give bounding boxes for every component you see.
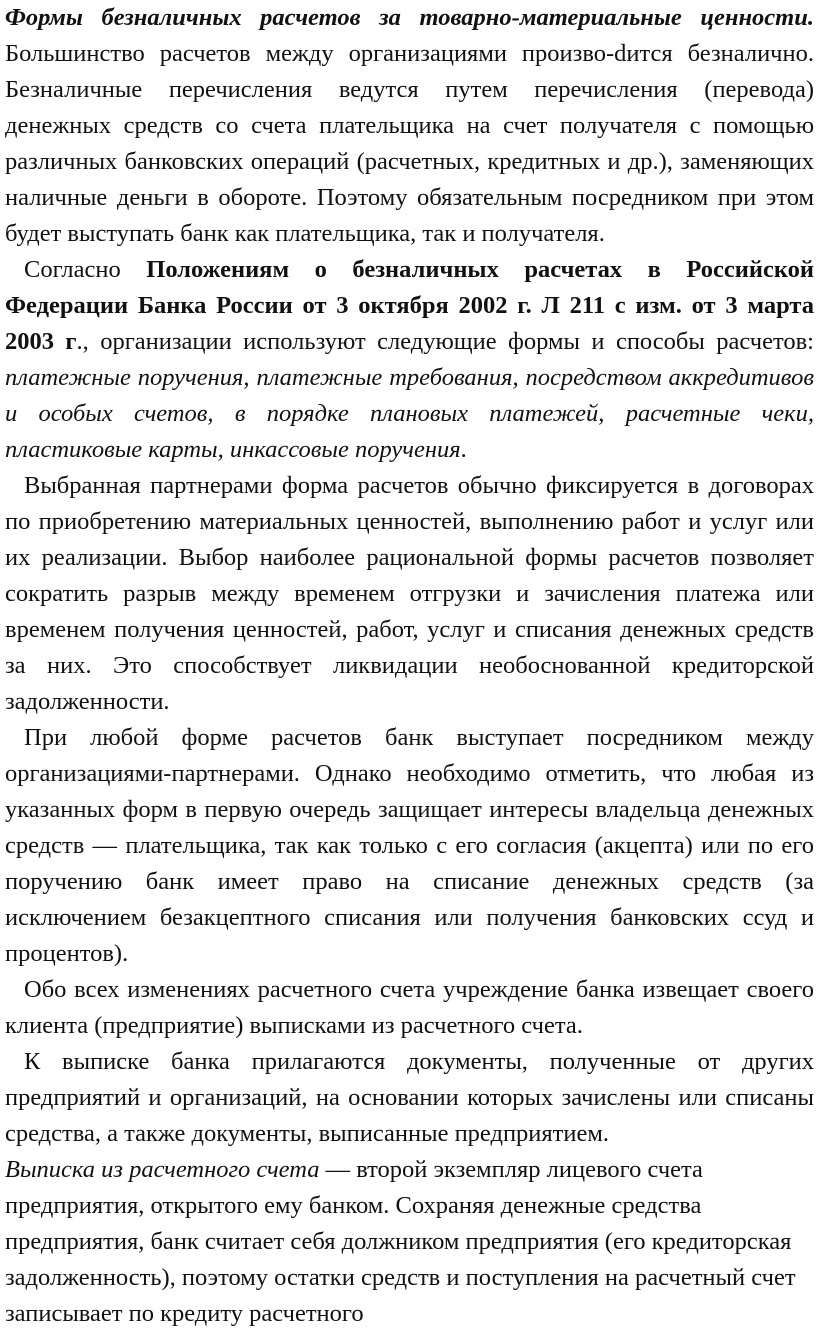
paragraph-text: При любой форме расчетов банк выступает посредником между организациями-партнерами. Однако необходимо отметить, что любая из указанных форм в первую очередь защищает интересы владельца денежных средств — плательщика, так как только с его согласия (акцепта) или по его поручению банк имеет право на списание денежных средств (за исключением безакцептного списания или получения банковских ссуд и процентов). [5,724,814,967]
paragraph-forms-of-payment [5,0,814,252]
section-heading: Формы безналичных расчетов за товарно-материальные ценности. [5,4,814,31]
paragraph-text: — второй экземпляр лицевого счета предприятия, открытого ему банком. Сохраняя денежные средства предприятия, банк считает себя должником предприятия (его кредиторская задолженность), поэтому остатки средств и поступления на расчетный счет записывает по кредиту расчетного [5,1156,796,1327]
paragraph-text: Большинство расчетов между организациями произво-dится безналично. Безналичные перечисления ведутся путем перечисления (перевода) денежных средств со счета плательщика на счет получателя с помощью различных банковских операций (расчетных, кредитных и др.), заменяющих наличные деньги в обороте. Поэтому обязательным посредником при этом будет выступать банк как плательщика, так и получателя. [5,40,814,247]
term-account-statement: Выписка из расчетного счета [5,1156,320,1183]
payment-forms-list: платежные поручения, платежные требования, посредством аккредитивов и особых счетов, в порядке плановых платежей, расчетные чеки, пластиковые карты, инкассовые поручения [5,364,814,463]
paragraph-bank-intermediary [5,720,814,972]
paragraph-statement-documents [5,1044,814,1152]
paragraph-tail: . [460,436,467,463]
paragraph-text: Обо всех изменениях расчетного счета учреждение банка извещает своего клиента (предприятие) выписками из расчетного счета. [5,976,814,1039]
paragraph-chosen-form [5,468,814,720]
paragraph-text: ., организации используют следующие формы и способы расчетов: [76,328,814,355]
regulation-reference: Положениям о безналичных расчетах в Российской Федерации Банка России от 3 октября 2002 г. Л 211 с изм. от 3 марта 2003 г [5,256,815,355]
paragraph-account-changes [5,972,814,1044]
paragraph-text: Выбранная партнерами форма расчетов обычно фиксируется в договорах по приобретению материальных ценностей, выполнению работ и услуг или их реализации. Выбор наиболее рациональной формы расчетов позволяет сократить разрыв между временем отгрузки и зачисления платежа или временем получения ценностей, работ, услуг и списания денежных средств за них. Это способствует ликвидации необоснованной кредиторской задолженности. [5,472,814,715]
paragraph-account-statement [5,1152,814,1332]
paragraph-regulations [5,252,814,468]
paragraph-lead: Согласно [24,256,147,283]
paragraph-text: К выписке банка прилагаются документы, полученные от других предприятий и организаций, на основании которых зачислены или списаны средства, а также документы, выписанные предприятием. [5,1048,814,1147]
